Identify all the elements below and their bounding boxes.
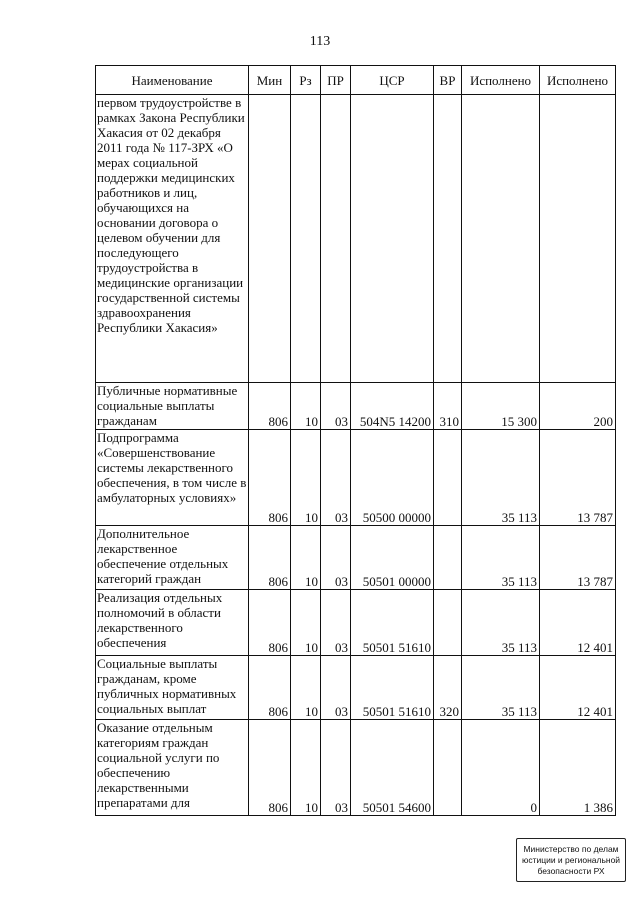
row-name: Реализация отдельных полномочий в области лекарственного обеспечения	[96, 590, 249, 656]
row-vr: 310	[434, 383, 462, 430]
row-vr	[434, 720, 462, 816]
row-executed-1: 35 113	[462, 590, 540, 656]
table-row	[96, 526, 616, 590]
row-executed-1: 35 113	[462, 430, 540, 526]
row-min: 806	[249, 720, 291, 816]
header-min: Мин	[249, 66, 291, 95]
row-pr: 03	[321, 383, 351, 430]
row-pr: 03	[321, 526, 351, 590]
row-executed-2: 13 787	[540, 526, 616, 590]
row-pr: 03	[321, 430, 351, 526]
row-executed-2: 1 386	[540, 720, 616, 816]
row-pr: 03	[321, 590, 351, 656]
row-csr: 50501 00000	[351, 526, 434, 590]
row-csr: 50500 00000	[351, 430, 434, 526]
stamp-line: безопасности РХ	[537, 865, 605, 876]
row-name: Социальные выплаты гражданам, кроме публичных нормативных социальных выплат	[96, 656, 249, 720]
row-executed-1: 15 300	[462, 383, 540, 430]
row-executed-2: 13 787	[540, 430, 616, 526]
row-rz: 10	[291, 430, 321, 526]
row-name: Подпрограмма «Совершенствование системы лекарственного обеспечения, в том числе в амбулаторных условиях»	[96, 430, 249, 526]
table-row	[96, 590, 616, 656]
row-executed-1: 35 113	[462, 656, 540, 720]
row-vr: 320	[434, 656, 462, 720]
header-csr: ЦСР	[351, 66, 434, 95]
row-rz: 10	[291, 590, 321, 656]
table-row	[96, 430, 616, 526]
row-rz: 10	[291, 720, 321, 816]
header-executed-2: Исполнено	[540, 66, 616, 95]
row-executed-1	[462, 95, 540, 383]
row-rz: 10	[291, 383, 321, 430]
row-min: 806	[249, 430, 291, 526]
row-vr	[434, 590, 462, 656]
row-name: Оказание отдельным категориям граждан социальной услуги по обеспечению лекарственными препаратами для	[96, 720, 249, 816]
row-rz	[291, 95, 321, 383]
row-csr	[351, 95, 434, 383]
row-min: 806	[249, 383, 291, 430]
stamp-line: юстиции и региональной	[521, 854, 621, 865]
row-pr: 03	[321, 720, 351, 816]
row-min: 806	[249, 590, 291, 656]
ministry-stamp	[516, 838, 626, 882]
table-row	[96, 95, 616, 383]
row-rz: 10	[291, 526, 321, 590]
row-name: первом трудоустройстве в рамках Закона Республики Хакасия от 02 декабря 2011 года № 117-ЗРХ «О мерах социальной поддержки медицинских работников и лиц, обучающихся на основании договора о целевом обучении для последующего трудоустройства в медицинские организации государственной системы здравоохранения Республики Хакасия»	[96, 95, 249, 383]
row-executed-2	[540, 95, 616, 383]
stamp-line: Министерство по делам	[523, 843, 619, 854]
table-header-row	[96, 66, 616, 95]
table-row	[96, 656, 616, 720]
table-row	[96, 720, 616, 816]
header-vr: ВР	[434, 66, 462, 95]
row-rz: 10	[291, 656, 321, 720]
row-pr: 03	[321, 656, 351, 720]
row-name: Дополнительное лекарственное обеспечение отдельных категорий граждан	[96, 526, 249, 590]
row-min: 806	[249, 526, 291, 590]
page-number: 113	[309, 34, 331, 49]
row-csr: 50501 51610	[351, 590, 434, 656]
row-executed-2: 12 401	[540, 656, 616, 720]
row-min: 806	[249, 656, 291, 720]
row-vr	[434, 95, 462, 383]
row-executed-2: 12 401	[540, 590, 616, 656]
header-rz: Рз	[291, 66, 321, 95]
row-vr	[434, 430, 462, 526]
row-executed-1: 0	[462, 720, 540, 816]
row-pr	[321, 95, 351, 383]
row-executed-2: 200	[540, 383, 616, 430]
header-name: Наименование	[96, 66, 249, 95]
row-vr	[434, 526, 462, 590]
row-min	[249, 95, 291, 383]
header-pr: ПР	[321, 66, 351, 95]
row-csr: 504N5 14200	[351, 383, 434, 430]
row-executed-1: 35 113	[462, 526, 540, 590]
header-executed-1: Исполнено	[462, 66, 540, 95]
row-name: Публичные нормативные социальные выплаты гражданам	[96, 383, 249, 430]
row-csr: 50501 54600	[351, 720, 434, 816]
row-csr: 50501 51610	[351, 656, 434, 720]
table-row	[96, 383, 616, 430]
budget-table	[95, 65, 616, 816]
